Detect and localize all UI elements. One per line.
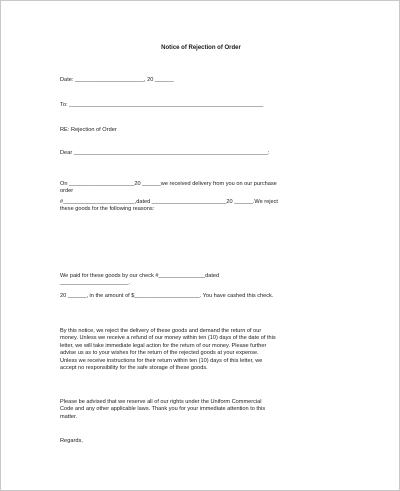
- closing-line: Regards,: [60, 438, 83, 444]
- date-line: Date: ______________________, 20 ______: [60, 77, 174, 83]
- notice-line: Unless we receive instructions for their return within ten (10) days of this letter, we: [60, 357, 263, 364]
- delivery-line-2: order: [60, 188, 74, 195]
- delivery-line-1: On _____________________20 ______we received delivery from you on our purchase: [60, 181, 277, 187]
- rights-line: Code and any other applicable laws. Thank you for your immediate attention to this: [60, 406, 266, 413]
- notice-line: letter, we will take immediate legal action for the return of our money. Please further: [60, 342, 267, 349]
- notice-line: accept no responsibility for the safe storage of these goods.: [60, 365, 208, 372]
- notice-line: By this notice, we reject the delivery of these goods and demand the return of our: [60, 328, 262, 334]
- notice-paragraph: [60, 328, 350, 372]
- delivery-paragraph: [60, 181, 350, 214]
- payment-line-3: 20 ______, in the amount of $_____________________. You have cashed this check.: [60, 292, 274, 299]
- delivery-line-4: these goods for the following reasons:: [60, 206, 155, 213]
- rights-paragraph: [60, 399, 350, 421]
- payment-paragraph: [60, 273, 350, 300]
- re-line: RE: Rejection of Order: [60, 127, 117, 133]
- to-line: To: ______________________________________________________________: [60, 102, 264, 108]
- salutation-line: Dear ______________________________________________________________:: [60, 150, 270, 156]
- document-title: Notice of Rejection of Order: [161, 45, 241, 51]
- notice-line: advise us as to your wishes for the return of the rejected goods at your expense.: [60, 350, 259, 357]
- notice-line: money. Unless we receive a refund of our money within ten (10) days of the date of this: [60, 335, 276, 342]
- rights-line: matter.: [60, 413, 78, 420]
- rights-line: Please be advised that we reserve all of our rights under the Uniform Commercial: [60, 399, 262, 405]
- delivery-line-3: #_______________________,dated ________________________20 ______.We reject: [60, 198, 278, 205]
- payment-line-1: We paid for these goods by our check #_______________dated: [60, 273, 220, 279]
- payment-line-2: ______________________.: [60, 280, 130, 287]
